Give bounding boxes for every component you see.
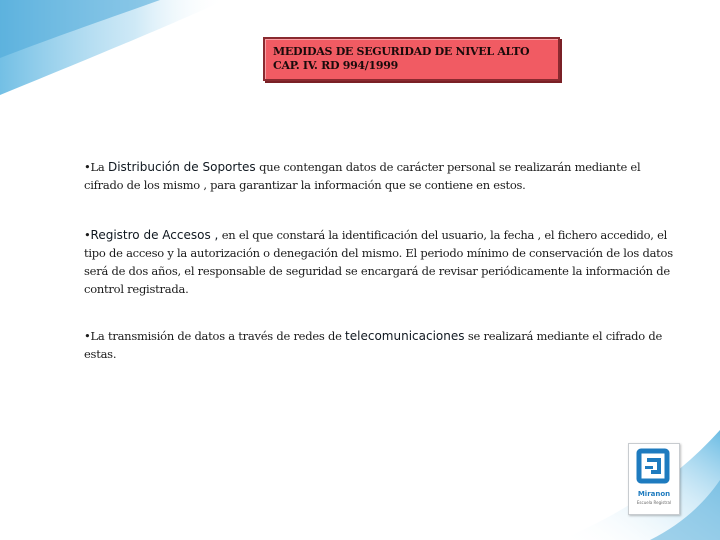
bullet: • <box>84 228 91 242</box>
paragraph-distribucion-soportes <box>84 158 674 194</box>
paragraph-text: que contengan datos de carácter personal se realizarán mediante el cifrado de los mismo , para garantizar la información que se contiene en estos. <box>84 160 641 192</box>
logo-tagline: Escuela Registral <box>636 500 672 505</box>
slide-title-line-1: MEDIDAS DE SEGURIDAD DE NIVEL ALTO <box>273 45 530 58</box>
bullet: • <box>84 329 91 343</box>
paragraph-keyword: Registro de Accesos , <box>90 228 219 242</box>
paragraph-text: La <box>90 160 108 174</box>
logo-name: Miranon <box>637 490 671 498</box>
paragraph-registro-accesos <box>84 226 674 298</box>
paragraph-keyword: Distribución de Soportes <box>107 160 256 174</box>
paragraph-keyword: telecomunicaciones <box>345 329 465 343</box>
stylized-e-logo-icon <box>629 444 679 490</box>
slide-title-line-2: CAP. IV. RD 994/1999 <box>273 59 398 72</box>
paragraph-text: en el que constará la identificación del usuario, la fecha , el fichero accedido, el tipo de acceso y la autorización o denegación del mismo. El periodo mínimo de conservación de los datos será de dos años, el responsable de seguridad se encargará de revisar periódicamente la información de control registrada. <box>84 228 673 296</box>
paragraph-text: se realizará mediante el cifrado de estas. <box>84 329 663 361</box>
bullet: • <box>84 160 91 174</box>
slide-title-box <box>263 37 560 81</box>
company-logo <box>628 443 680 515</box>
paragraph-transmision-datos <box>84 327 674 363</box>
paragraph-text: La transmisión de datos a través de redes de <box>90 329 346 343</box>
